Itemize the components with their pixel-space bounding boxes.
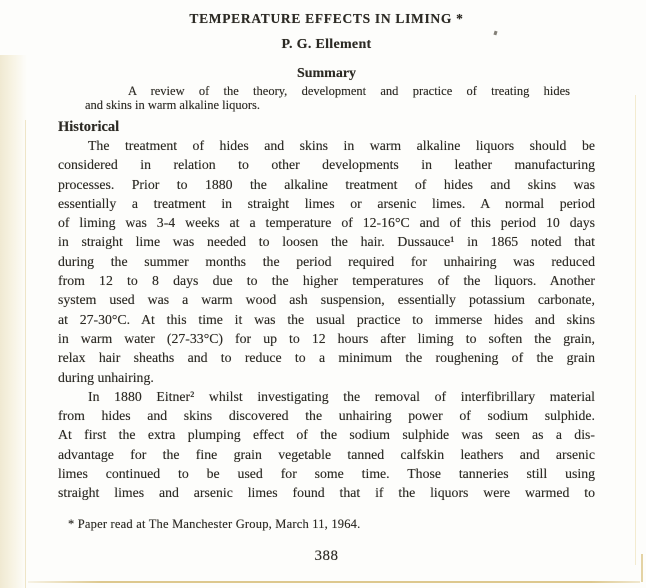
paper-title: TEMPERATURE EFFECTS IN LIMING *: [189, 11, 464, 26]
text-line: straight limes and arsenic limes found that if the liquors were warmed to: [58, 485, 595, 501]
body-paragraph-2: [58, 387, 595, 503]
text-line: At first the extra plumping effect of the sodium sulphide was seen as a dis-: [58, 427, 595, 443]
text-line: essentially a treatment in straight limes or arsenic limes. A normal period: [58, 195, 595, 211]
scan-edge-left: [0, 55, 27, 588]
scan-edge-left-line: [25, 120, 26, 588]
text-line: during the summer months the period required for unhairing was reduced: [58, 253, 595, 269]
text-line: from 12 to 8 days due to the higher temperatures of the liquors. Another: [58, 273, 595, 289]
text-line: from hides and skins discovered the unhairing power of sodium sulphide.: [58, 408, 595, 424]
page-number: 388: [314, 547, 339, 564]
text-line: The treatment of hides and skins in warm alkaline liquors should be: [88, 138, 595, 153]
text-line: in straight lime was needed to loosen the hair. Dussauce¹ in 1865 noted that: [58, 234, 595, 250]
summary-text: [85, 84, 570, 112]
text-line: A review of the theory, development and practice of treating hides: [128, 84, 570, 98]
text-line: considered in relation to other developments in leather manufacturing: [58, 157, 595, 173]
summary-heading: Summary: [296, 66, 357, 81]
body-paragraph-1: [58, 136, 595, 387]
text-line: processes. Prior to 1880 the alkaline treatment of hides and skins was: [58, 176, 595, 192]
page-content: [58, 0, 595, 565]
text-line: limes continued to be used for some time. Those tanneries still using: [58, 466, 595, 482]
section-heading-historical: Historical: [58, 119, 120, 135]
text-line: advantage for the fine grain vegetable tanned calfskin leathers and arsenic: [58, 446, 595, 462]
text-line: in warm water (27-33°C) for up to 12 hours after liming to soften the grain,: [58, 330, 595, 346]
scan-edge-bottom-line: [28, 581, 640, 583]
text-line: of liming was 3-4 weeks at a temperature of 12-16°C and of this period 10 days: [58, 215, 595, 231]
scan-edge-right-line: [635, 95, 636, 565]
text-line: at 27-30°C. At this time it was the usual practice to immerse hides and skins: [58, 311, 595, 327]
paper-author: P. G. Ellement: [281, 37, 372, 52]
footnote: * Paper read at The Manchester Group, March 11, 1964.: [68, 516, 361, 531]
scan-edge-right-corner: [641, 554, 643, 582]
text-line: during unhairing.: [58, 369, 154, 385]
text-line: In 1880 Eitner² whilst investigating the removal of interfibrillary material: [88, 388, 595, 404]
text-line: relax hair sheaths and to reduce to a minimum the roughening of the grain: [58, 350, 595, 366]
text-line: system used was a warm wood ash suspension, essentially potassium carbonate,: [58, 292, 595, 308]
text-line: and skins in warm alkaline liquors.: [85, 98, 260, 112]
